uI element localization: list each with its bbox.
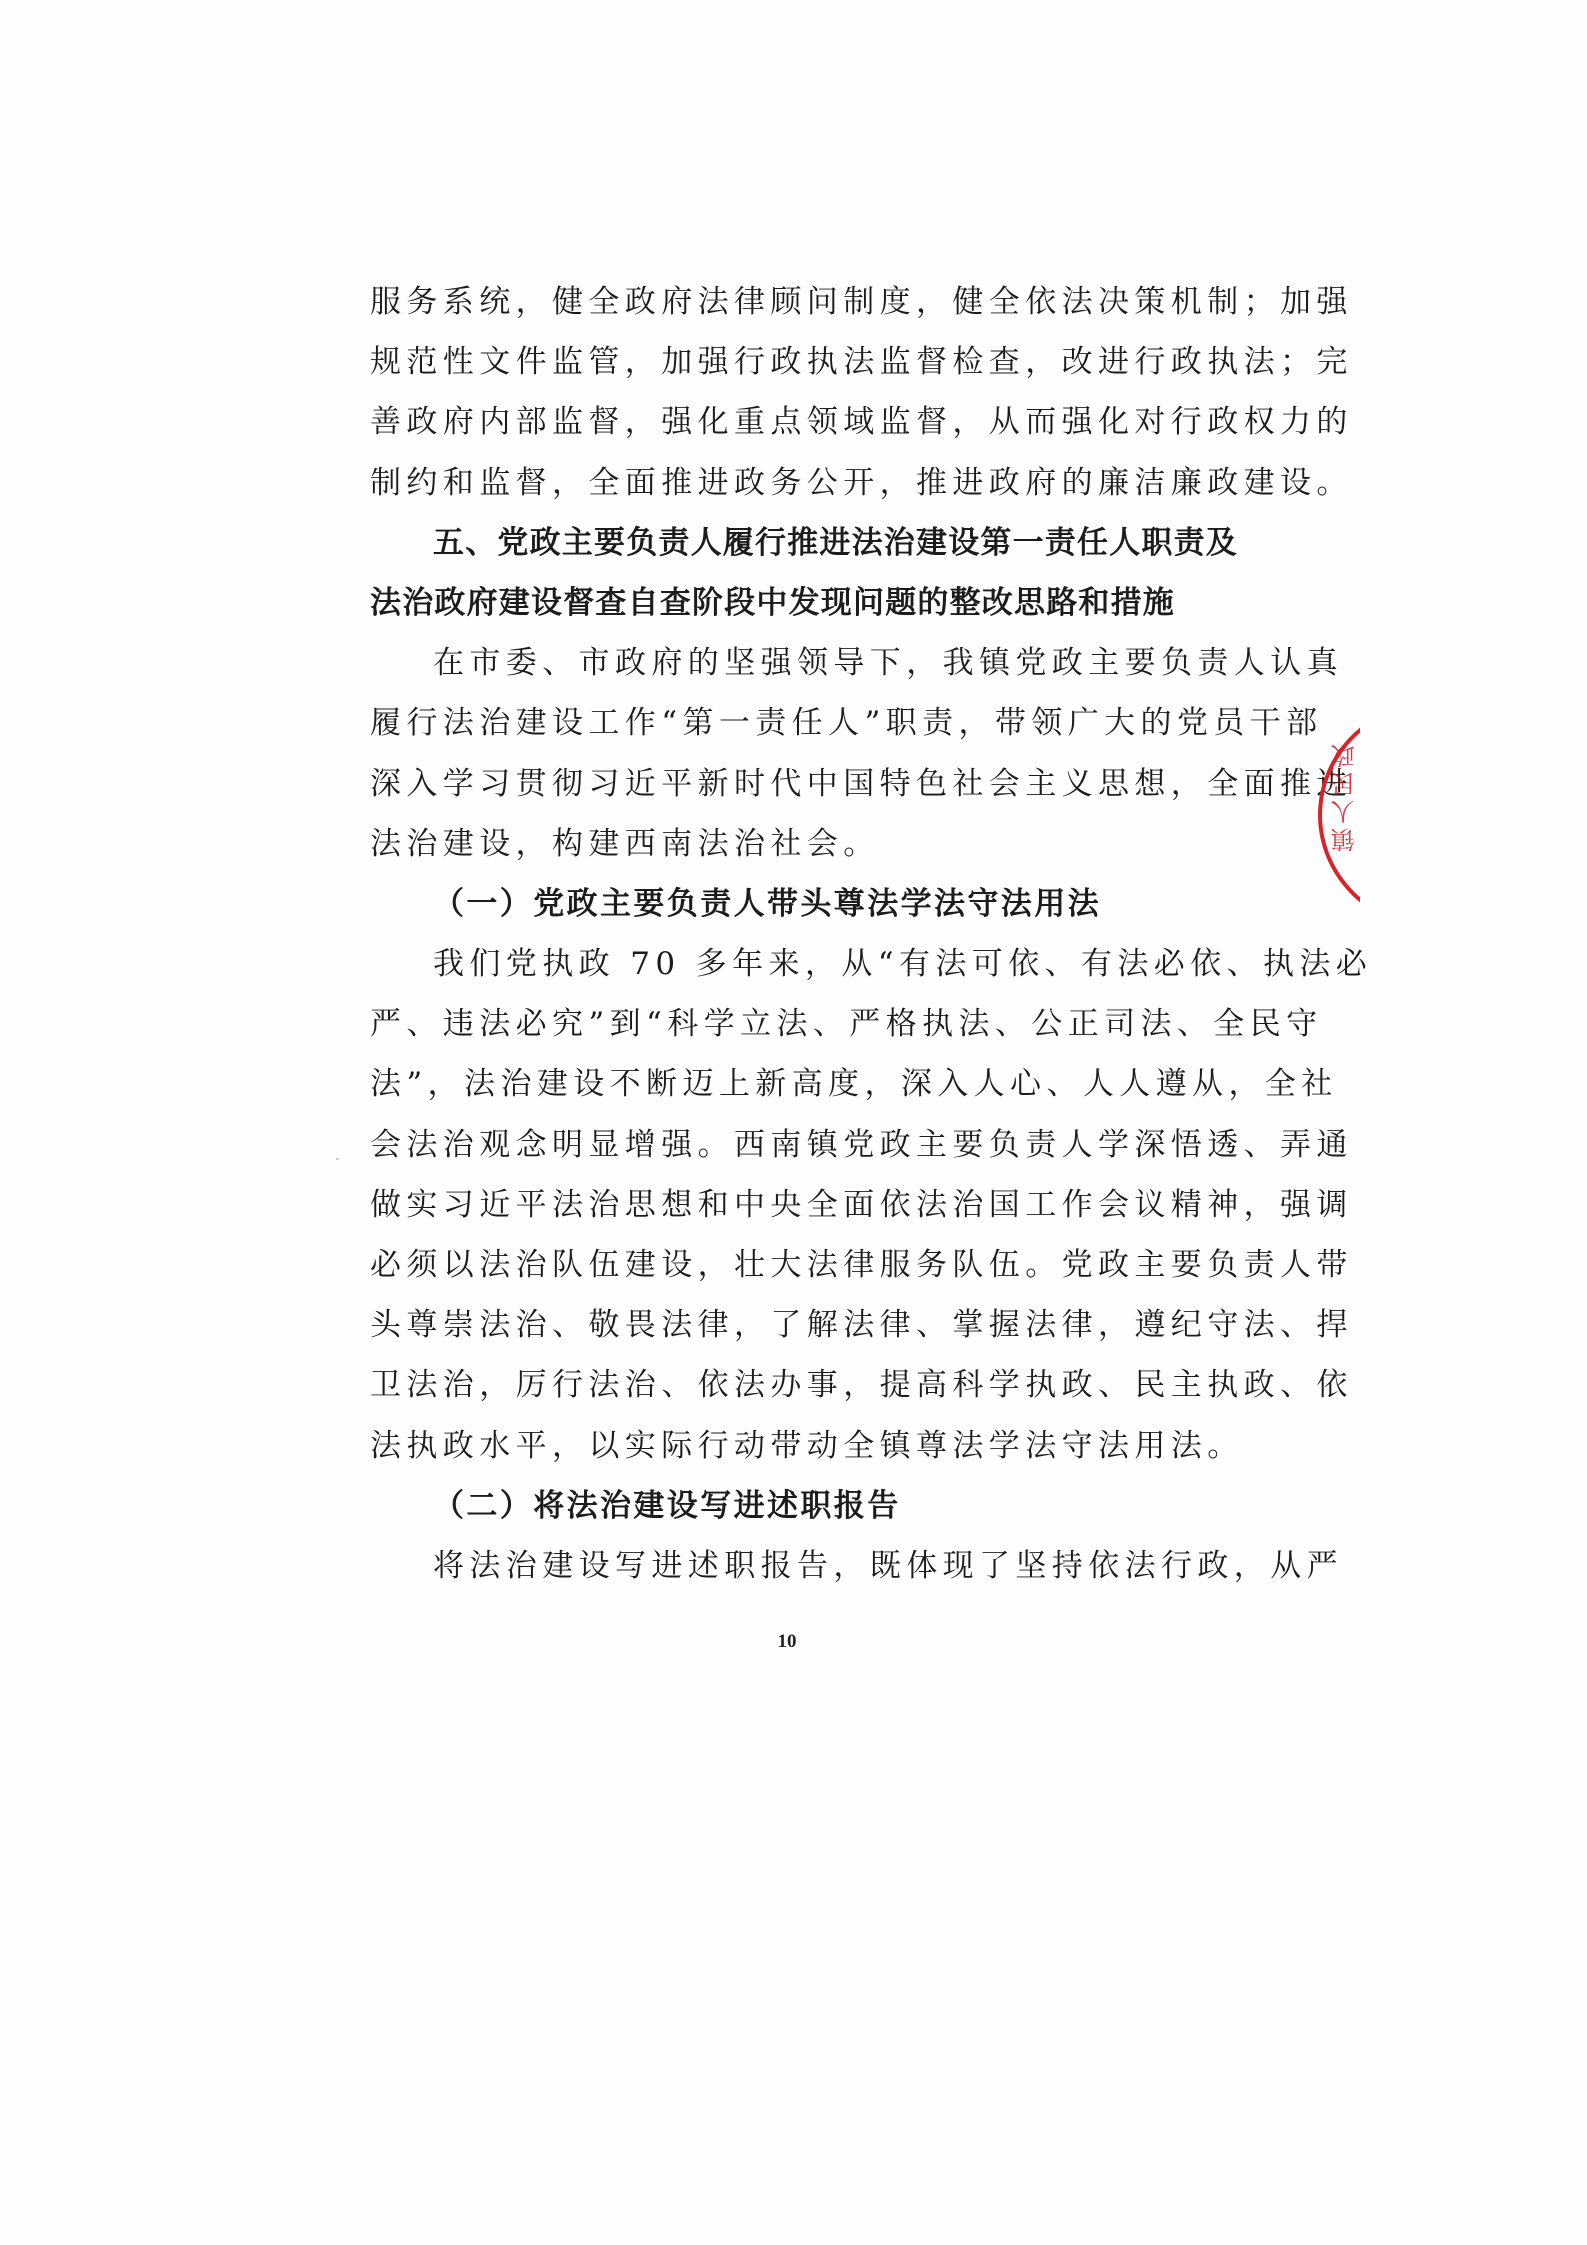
text-line: 做实习近平法治思想和中央全面依法治国工作会议精神，强调	[370, 1186, 1353, 1223]
page-number: 10	[777, 1631, 797, 1652]
text-line: 规范性文件监管，加强行政执法监督检查，改进行政执法；完	[370, 344, 1353, 381]
section-heading-five	[370, 523, 1238, 643]
subheading-line: （二）将法治建设写进述职报告	[433, 1487, 901, 1524]
text-line: 法”，法治建设不断迈上新高度，深入人心、人人遵从，全社	[370, 1066, 1338, 1103]
text-line: 头尊崇法治、敬畏法律，了解法律、掌握法律，遵纪守法、捍	[370, 1307, 1353, 1344]
paragraph-rule-of-law	[370, 944, 1373, 1486]
text-line: 法执政水平，以实际行动带动全镇尊法学法守法用法。	[370, 1427, 1244, 1464]
text-line: 将法治建设写进述职报告，既体现了坚持依法行政，从严	[433, 1547, 1343, 1584]
text-line: 在市委、市政府的坚强领导下，我镇党政主要负责人认真	[433, 645, 1343, 682]
subsection-heading-two	[370, 1486, 1206, 1546]
text-line: 服务系统，健全政府法律顾问制度，健全依法决策机制；加强	[370, 284, 1353, 320]
subheading-line: （一）党政主要负责人带头尊法学法守法用法	[433, 885, 1101, 922]
text-line: 法治建设，构建西南法治社会。	[370, 825, 880, 862]
text-line: 严、违法必究”到“科学立法、严格执法、公正司法、全民守	[370, 1006, 1323, 1043]
heading-line: 法治政府建设督查自查阶段中发现问题的整改思路和措施	[370, 584, 1175, 621]
seal-text: 镇人民政	[1331, 740, 1359, 852]
red-seal-stamp	[1318, 700, 1360, 930]
heading-line: 五、党政主要负责人履行推进法治建设第一责任人职责及	[433, 524, 1238, 561]
scan-artifact	[336, 1158, 339, 1160]
text-line: 卫法治，厉行法治、依法办事，提高科学执政、民主执政、依	[370, 1367, 1353, 1404]
text-line: 善政府内部监督，强化重点领域监督，从而强化对行政权力的	[370, 404, 1353, 441]
text-line: 会法治观念明显增强。西南镇党政主要负责人学深悟透、弄通	[370, 1126, 1353, 1163]
text-line: 深入学习贯彻习近平新时代中国特色社会主义思想，全面推进	[370, 765, 1353, 802]
subsection-heading-one	[370, 884, 1206, 944]
text-line: 必须以法治队伍建设，壮大法律服务队伍。党政主要负责人带	[370, 1247, 1353, 1283]
text-line: 我们党执政 70 多年来，从“有法可依、有法必依、执法必	[433, 946, 1373, 983]
text-line: 制约和监督，全面推进政务公开，推进政府的廉洁廉政建设。	[370, 464, 1353, 501]
paragraph-continuation	[370, 282, 1353, 523]
text-line: 履行法治建设工作“第一责任人”职责，带领广大的党员干部	[370, 705, 1323, 742]
paragraph-report	[370, 1546, 1343, 1606]
